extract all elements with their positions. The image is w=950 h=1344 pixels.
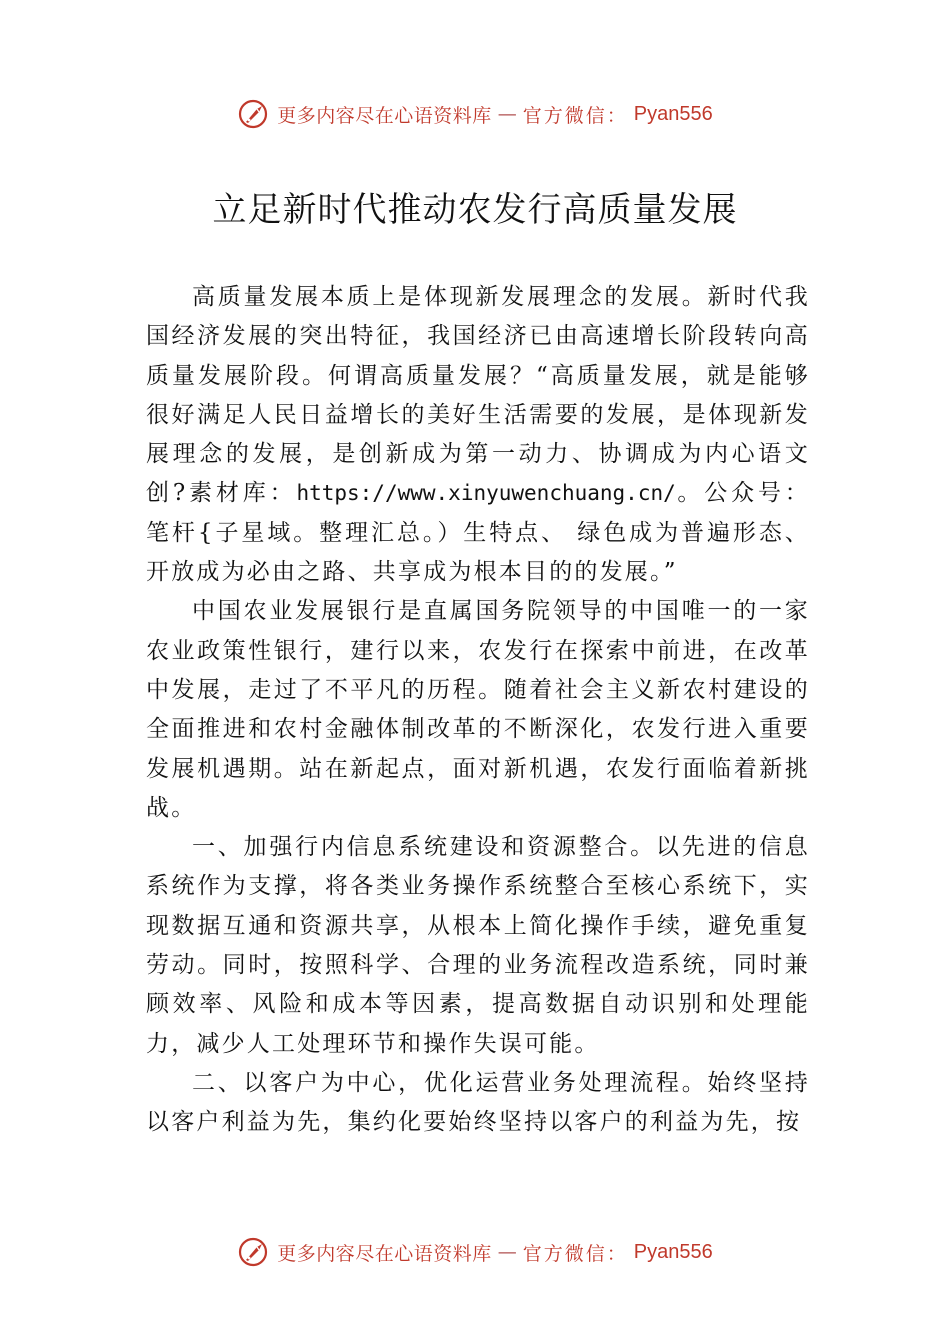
paragraph-4: 二、以客户为中心，优化运营业务处理流程。始终坚持以客户利益为先，集约化要始终坚持以客户的利益为先，按 <box>146 1069 810 1136</box>
pen-nib-logo-icon <box>237 97 271 131</box>
header-banner <box>0 94 950 134</box>
document-body <box>146 278 810 1143</box>
paragraph-1-text-b: 。公众号：笔杆{子星域。整理汇总。）生特点、 绿色成为普遍形态、开放成为必由之路、共享成为根本目的的发展。” <box>146 480 811 586</box>
document-title: 立足新时代推动农发行高质量发展 <box>212 190 738 230</box>
pen-nib-logo-icon <box>237 1235 271 1269</box>
wechat-id: Pyan556 <box>633 102 713 125</box>
paragraph-1 <box>146 278 810 592</box>
banner-separator: — <box>497 1241 517 1263</box>
wechat-label: 官方微信： <box>522 104 628 127</box>
brand-text: 更多内容尽在心语资料库 <box>277 104 492 127</box>
banner-separator: — <box>497 103 517 125</box>
paragraph-3: 一、加强行内信息系统建设和资源整合。以先进的信息系统作为支撑，将各类业务操作系统整合至核心系统下，实现数据互通和资源共享，从根本上简化操作手续，避免重复劳动。同时，按照科学、合理的业务流程改造系统，同时兼顾效率、风险和成本等因素，提高数据自动识别和处理能力，减少人工处理环节和操作失误可能。 <box>146 834 810 1057</box>
paragraph-2: 中国农业发展银行是直属国务院领导的中国唯一的一家农业政策性银行，建行以来，农发行在探索中前进，在改革中发展，走过了不平凡的历程。随着社会主义新农村建设的全面推进和农村金融体制改革的不断深化，农发行进入重要发展机遇期。站在新起点，面对新机遇，农发行面临着新挑战。 <box>146 598 810 821</box>
wechat-label: 官方微信： <box>522 1242 628 1265</box>
brand-text: 更多内容尽在心语资料库 <box>277 1242 492 1265</box>
footer-banner <box>0 1232 950 1272</box>
source-url: https://www.xinyuwenchuang.cn/ <box>296 481 676 506</box>
paragraph-1-text-a: 高质量发展本质上是体现新发展理念的发展。新时代我国经济发展的突出特征，我国经济已由高速增长阶段转向高质量发展阶段。何谓高质量发展？“高质量发展，就是能够很好满足人民日益增长的美好生活需要的发展，是体现新发展理念的发展，是创新成为第一动力、协调成为内心语文创?素材库： <box>146 284 810 507</box>
wechat-id: Pyan556 <box>633 1240 713 1263</box>
